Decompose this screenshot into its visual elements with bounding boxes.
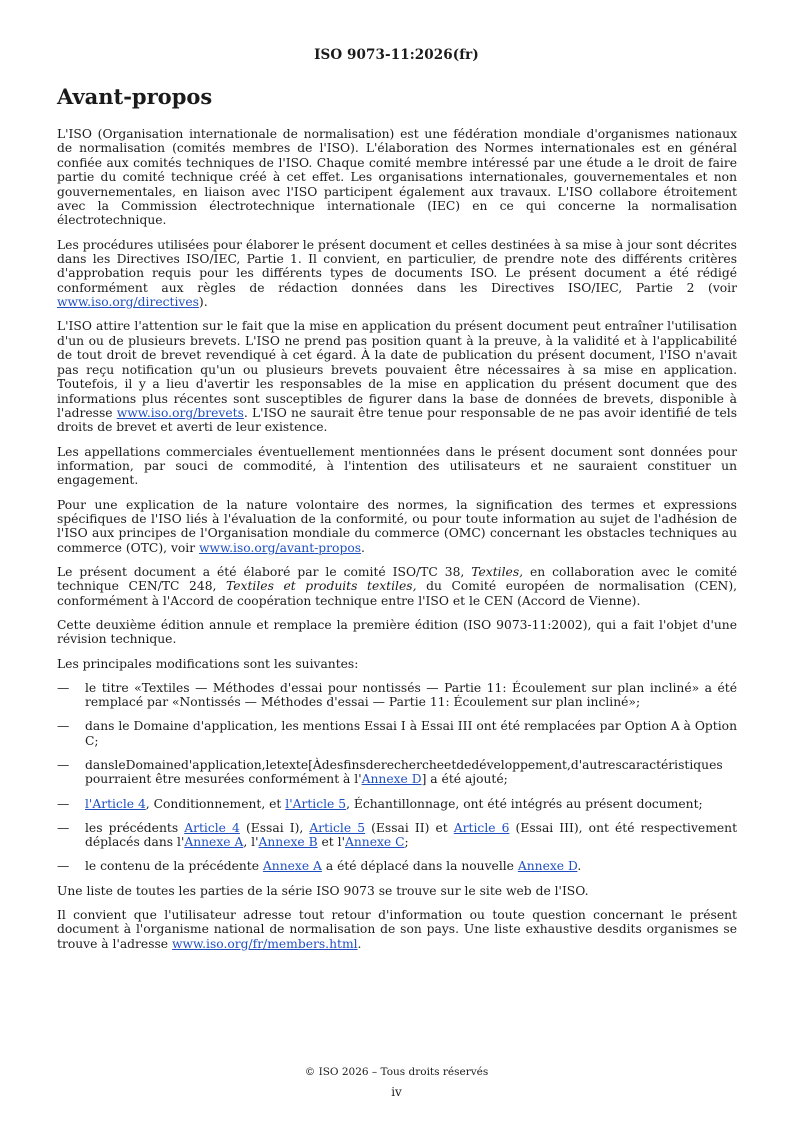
link-directives[interactable]: www.iso.org/directives [57,295,199,310]
dash-marker: — [57,796,70,811]
link-annexe-a[interactable]: Annexe A [184,835,244,850]
paragraph-trade-names: Les appellations commerciales éventuellement mentionnées dans le présent document sont données pour information, par souci de commodité, à l'intention des utilisateurs et ne sauraient constituer un engagement. [57,444,737,488]
link-annexe-d[interactable]: Annexe D [517,859,578,874]
link-article-5[interactable]: l'Article 5 [285,796,347,811]
list-item: — l'Article 4, Conditionnement, et l'Article 5, Échantillonnage, ont été intégrés au présent document; [57,796,703,811]
dash-marker: — [57,719,70,734]
paragraph-procedures: Les procédures utilisées pour élaborer le présent document et celles destinées à sa mise à jour sont décrites dans les Directives ISO/IEC, Partie 1. Il convient, en particulier, de prendre note des différents critères d'approbation requis pour les différents types de documents ISO. Le présent document a été rédigé conformément aux règles de rédaction données dans les Directives ISO/IEC, Partie 2 (voir www.iso.org/directives). [57,237,737,310]
paragraph-patents: L'ISO attire l'attention sur le fait que la mise en application du présent document peut entraîner l'utilisation d'un ou de plusieurs brevets. L'ISO ne prend pas position quant à la preuve, à la validité et à l'applicabilité de tout droit de brevet revendiqué à cet égard. À la date de publication du présent document, l'ISO n'avait pas reçu notification qu'un ou plusieurs brevets pouvaient être nécessaires à sa mise en application. Toutefois, il y a lieu d'avertir les responsables de la mise en application du présent document que des informations plus récentes sont susceptibles de figurer dans la base de données de brevets, disponible à l'adresse www.iso.org/brevets. L'ISO ne saurait être tenue pour responsable de ne pas avoir identifié de tels droits de brevet et averti de leur existence. [57,319,737,435]
link-avant-propos[interactable]: www.iso.org/avant-propos [199,540,362,555]
changes-list [57,681,737,874]
dash-marker: — [57,680,70,695]
link-annexe-c[interactable]: Annexe C [344,835,405,850]
link-article-4[interactable]: l'Article 4 [85,796,146,811]
link-article-4[interactable]: Article 4 [184,820,240,835]
paragraph-changes-intro: Les principales modifications sont les suivantes: [57,656,359,671]
list-item: — le titre «Textiles — Méthodes d'essai pour nontissés — Partie 11: Écoulement sur plan incliné» a été remplacé par «Nontissés — Méthodes d'essai — Partie 11: Écoulement sur plan incliné»; [57,680,737,710]
list-item: — le contenu de la précédente Annexe A a été déplacé dans la nouvelle Annexe D. [57,859,582,874]
list-item: — dans le Domaine d'application, les mentions Essai I à Essai III ont été remplacées par Option A à Option C; [57,719,737,748]
paragraph-feedback: Il convient que l'utilisateur adresse tout retour d'information ou toute question concernant le présent document à l'organisme national de normalisation de son pays. Une liste exhaustive desdits organismes se trouve à l'adresse www.iso.org/fr/members.html. [57,907,737,951]
page-number: iv [391,1085,402,1099]
paragraph-series-list: Une liste de toutes les parties de la série ISO 9073 se trouve sur le site web de l'ISO. [57,883,589,898]
copyright-footer: © ISO 2026 – Tous droits réservés [304,1066,489,1078]
document-body [57,127,737,961]
dash-marker: — [57,859,70,874]
link-annexe-a[interactable]: Annexe A [262,859,322,874]
page-title: Avant-propos [57,84,213,109]
paragraph-voluntary-nature: Pour une explication de la nature volontaire des normes, la signification des termes et expressions spécifiques de l'ISO liés à l'évaluation de la conformité, ou pour toute information au sujet de l'adhésion de l'ISO aux principes de l'Organisation mondiale du commerce (OMC) concernant les obstacles techniques au commerce (OTC), voir www.iso.org/avant-propos. [57,497,737,555]
link-article-6[interactable]: Article 6 [453,820,510,835]
link-annexe-b[interactable]: Annexe B [258,835,318,850]
link-article-5[interactable]: Article 5 [309,820,366,835]
paragraph-committee: Le présent document a été élaboré par le comité ISO/TC 38, Textiles, en collaboration avec le comité technique CEN/TC 248, Textiles et produits textiles, du Comité européen de normalisation (CEN), conformément à l'Accord de coopération technique entre l'ISO et le CEN (Accord de Vienne). [57,564,738,608]
link-members[interactable]: www.iso.org/fr/members.html [172,936,358,951]
paragraph-edition: Cette deuxième édition annule et remplace la première édition (ISO 9073-11:2002), qui a fait l'objet d'une révision technique. [57,617,737,647]
link-brevets[interactable]: www.iso.org/brevets [116,405,244,420]
dash-marker: — [57,820,70,835]
paragraph-iso-intro: L'ISO (Organisation internationale de normalisation) est une fédération mondiale d'organismes nationaux de normalisation (comités membres de l'ISO). L'élaboration des Normes internationales est en général confiée aux comités techniques de l'ISO. Chaque comité membre intéressé par une étude a le droit de faire partie du comité technique créé à cet effet. Les organisations internationales, gouvernementales et non gouvernementales, en liaison avec l'ISO participent également aux travaux. L'ISO collabore étroitement avec la Commission électrotechnique internationale (IEC) en ce qui concerne la normalisation électrotechnique. [57,127,737,228]
document-header: ISO 9073-11:2026(fr) [314,47,479,63]
link-annexe-d[interactable]: Annexe D [361,772,422,787]
list-item: — dansleDomained'application,letexte[Àdesfinsderechercheetdedéveloppement,d'autrescaractéristiques pourraient être mesurées conformément à l'Annexe D] a été ajouté; [57,758,723,787]
list-item: — les précédents Article 4 (Essai I), Article 5 (Essai II) et Article 6 (Essai III), ont été respectivement déplacés dans l'Annexe A, l'Annexe B et l'Annexe C; [57,820,738,850]
dash-marker: — [57,758,70,772]
